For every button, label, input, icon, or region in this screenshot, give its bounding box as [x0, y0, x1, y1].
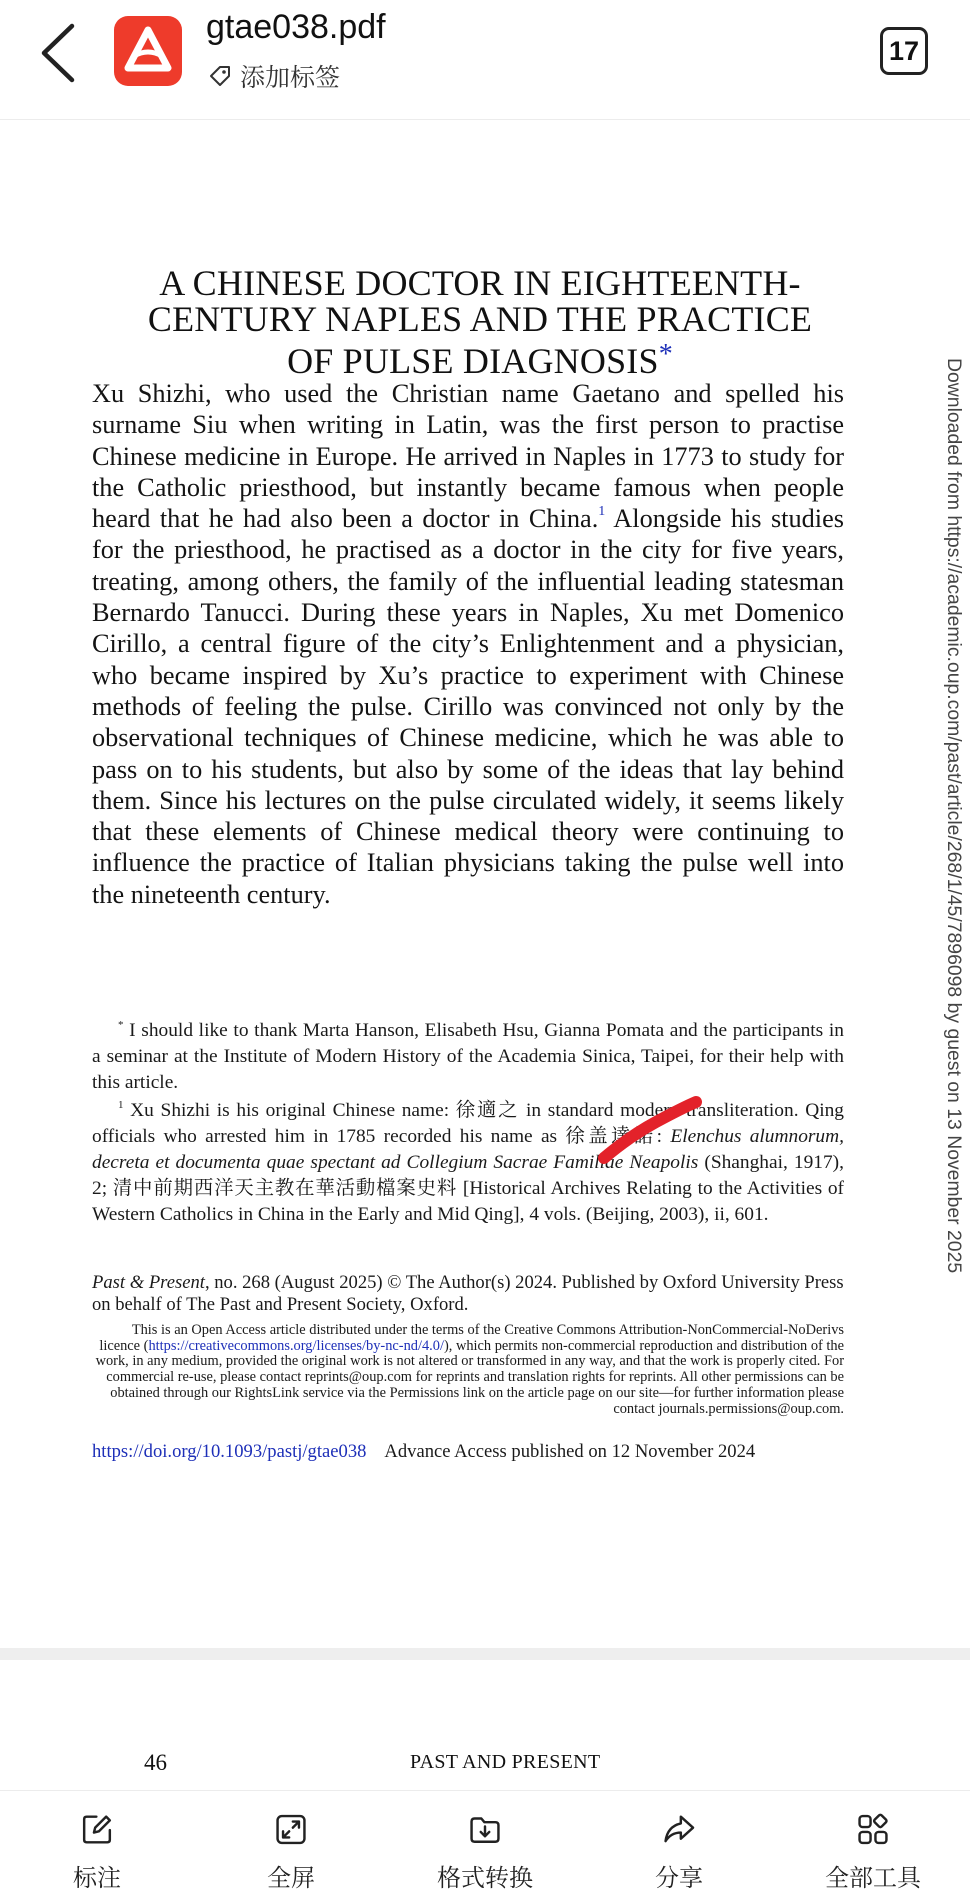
publication-info: Past & Present, no. 268 (August 2025) © The Author(s) 2024. Published by Oxford University Press on behalf of The Past and Present Society, Oxford. [92, 1272, 844, 1315]
pen-annotation[interactable] [590, 1078, 706, 1168]
all-tools-button[interactable] [813, 1791, 933, 1893]
file-name: gtae038.pdf [206, 8, 386, 46]
add-tag-button[interactable] [208, 58, 340, 94]
doi-link[interactable]: https://doi.org/10.1093/pastj/gtae038 [92, 1441, 367, 1462]
annotate-label: 标注 [73, 1864, 121, 1892]
footnotes [92, 1018, 844, 1230]
share-button[interactable] [619, 1791, 739, 1893]
license-link[interactable]: https://creativecommons.org/licenses/by-nc-nd/4.0/ [148, 1337, 444, 1354]
all-tools-icon [846, 1813, 900, 1846]
advance-access: Advance Access published on 12 November 2024 [384, 1441, 756, 1462]
annotate-button[interactable] [37, 1791, 157, 1893]
convert-icon [458, 1813, 512, 1846]
license-text: This is an Open Access article distributed under the terms of the Creative Commons Attribution-NonCommercial-NoDerivs licence (https://creativecommons.org/licenses/by-nc-nd/4.0/), which permits non-commercial reproduction and distribution of the work, in any medium, provided the original work is not altered or transformed in any way, and that the work is properly cited. For commercial re-use, please contact reprints@oup.com for reprints and translation rights for reprints. All other permissions can be obtained through our RightsLink service via the Permissions link on the article page on our site—for further information please contact journals.permissions@oup.com. [95, 1322, 844, 1417]
add-tag-label: 添加标签 [240, 63, 341, 92]
page-separator [0, 1648, 970, 1660]
share-icon [652, 1813, 706, 1846]
title-line: OF PULSE DIAGNOSIS* [287, 339, 673, 381]
next-page-running-head: PAST AND PRESENT [410, 1751, 601, 1773]
fullscreen-icon [264, 1813, 318, 1846]
footnote-acknowledgement: * I should like to thank Marta Hanson, Elisabeth Hsu, Gianna Pomata and the participants in a seminar at the Institute of Modern History of the Academia Sinica, Taipei, for their help with this article. [92, 1019, 844, 1093]
chevron-left-icon [30, 18, 90, 88]
top-bar [0, 0, 970, 120]
footnote-1: $^1$ Xu Shizhi is his original Chinese name: 徐適之 in standard modern transliteration. Qing officials who arrested him in 1785 recorded his name as 徐盖達諾: Elenchus alumnorum, decreta et documenta quae spectant ad Collegium Sacrae Familiae Neapolis (Shanghai, 1917), 2; 清中前期西洋天主教在華活動檔案史料 [Historical Archives Relating to the Activities of Western Catholics in China in the Early and Mid Qing], 4 vols. (Beijing, 2003), ii, 601. [92, 1099, 844, 1225]
title-line: A CHINESE DOCTOR IN EIGHTEENTH- [159, 263, 801, 303]
annotate-icon [70, 1813, 124, 1846]
fullscreen-button[interactable] [231, 1791, 351, 1893]
abstract-paragraph: Xu Shizhi, who used the Christian name Gaetano and spelled his surname Siu when writing in Latin, was the first person to practise Chinese medicine in Europe. He arrived in Naples in 1773 to study for the Catholic priesthood, but instantly became famous when people heard that he had also been a doctor in China.$^1$ Alongside his studies for the priesthood, he practised as a doctor in the city for five years, treating, among others, the family of the influential leading statesman Bernardo Tanucci. During these years in Naples, Xu met Domenico Cirillo, a central figure of the city’s Enlightenment and a physician, who became inspired by Xu’s practice to experiment with Chinese methods of feeling the pulse. Cirillo was convinced not only by the observational techniques of Chinese medicine, which he was able to pass on to his students, but also by some of the ideas that lay behind them. Since his lectures on the pulse circulated widely, it seems likely that these elements of Chinese medical theory were continuing to influence the practice of Italian physicians taking the pulse well into the nineteenth century. [92, 379, 844, 909]
fullscreen-label: 全屏 [267, 1864, 315, 1892]
bottom-toolbar [0, 1790, 970, 1893]
doi-line [92, 1441, 844, 1463]
all-tools-label: 全部工具 [825, 1864, 921, 1892]
share-label: 分享 [655, 1864, 703, 1892]
article-title [60, 265, 900, 379]
back-button[interactable] [30, 18, 90, 88]
title-line: CENTURY NAPLES AND THE PRACTICE [147, 299, 813, 339]
pdf-app-icon [114, 16, 182, 86]
footnote-ref[interactable]: 1 [598, 504, 606, 520]
next-page-number: 46 [144, 1750, 167, 1775]
tag-icon [208, 64, 232, 88]
convert-button[interactable] [425, 1791, 545, 1893]
page-count-button[interactable]: 17 [880, 27, 928, 75]
convert-label: 格式转换 [437, 1864, 533, 1892]
download-watermark: Downloaded from https://academic.oup.com/past/article/268/1/45/7896098 by guest on 13 November 2025 [943, 358, 965, 1274]
title-footnote-mark[interactable]: * [658, 339, 673, 370]
